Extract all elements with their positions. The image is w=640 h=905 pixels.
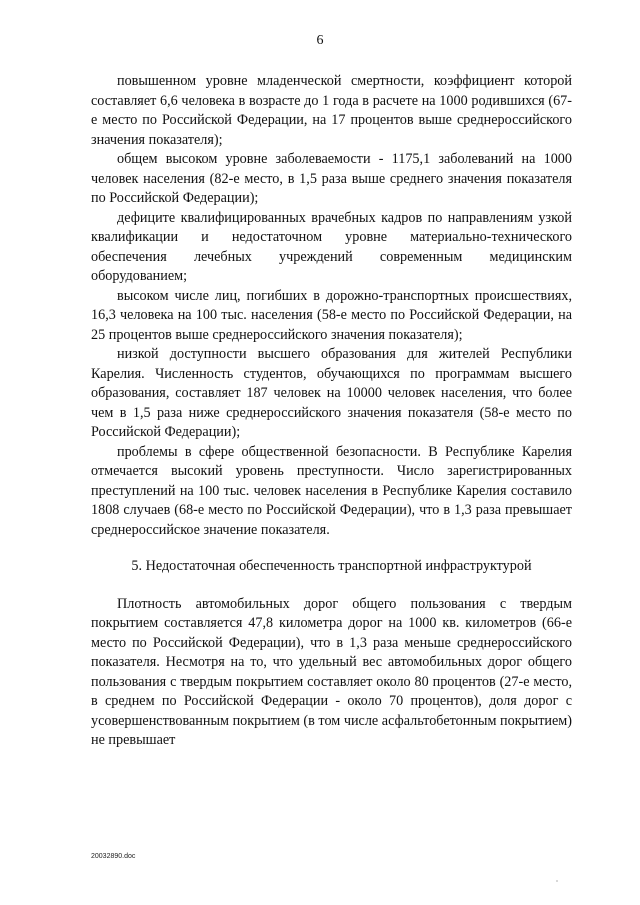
section-heading-transport: 5. Недостаточная обеспеченность транспортной инфраструктурой <box>131 558 532 574</box>
paragraph-public-safety: проблемы в сфере общественной безопасности. В Республике Карелия отмечается высокий уровень преступности. Число зарегистрированных преступлений на 100 тыс. человек населения в Республике Карелия составило 1808 случаев (68-е место по Российской Федерации), что в 1,3 раза превышает среднероссийское значение показателя. <box>91 443 572 538</box>
paragraph-road-density: Плотность автомобильных дорог общего пользования с твердым покрытием составляется 47,8 километра дорог на 1000 кв. километров (66-е место по Российской Федерации), что в 1,3 раза меньше среднероссийского показателя. Несмотря на то, что удельный вес автомобильных дорог общего пользования с твердым покрытием составляет около 80 процентов (27-е место, в среднем по Российской Федерации - около 70 процентов), доля дорог с усовершенствованным покрытием (в том числе асфальтобетонным покрытием) не превышает <box>91 595 572 748</box>
document-filename: 20032890.doc <box>91 853 136 860</box>
paragraph-medical-staff: дефиците квалифицированных врачебных кадров по направлениям узкой квалификации и недостаточном уровне материально-технического обеспечения лечебных учреждений современным медицинским оборудованием; <box>91 209 572 284</box>
paragraph-morbidity: общем высоком уровне заболеваемости - 1175,1 заболеваний на 1000 человек населения (82-е место, в 1,5 раза выше среднего значения показателя по Российской Федерации); <box>91 151 572 206</box>
page-number: 6 <box>316 33 324 48</box>
document-body <box>91 72 572 751</box>
paragraph-higher-education: низкой доступности высшего образования для жителей Республики Карелия. Численность студентов, обучающихся по программам высшего образования, составляет 187 человек на 10000 человек населения, что более чем в 1,5 раза ниже среднероссийского значения показателя (58-е место по Российской Федерации); <box>91 346 572 440</box>
paragraph-infant-mortality: повышенном уровне младенческой смертности, коэффициент которой составляет 6,6 человека в возрасте до 1 года в расчете на 1000 родившихся (67-е место по Российской Федерации, на 17 процентов выше среднероссийского значения показателя); <box>91 73 572 148</box>
paragraph-road-deaths: высоком числе лиц, погибших в дорожно-транспортных происшествиях, 16,3 человека на 100 тыс. населения (58-е место по Российской Федерации, на 25 процентов выше среднероссийского значения показателя); <box>91 287 572 343</box>
scan-mark <box>556 880 558 882</box>
